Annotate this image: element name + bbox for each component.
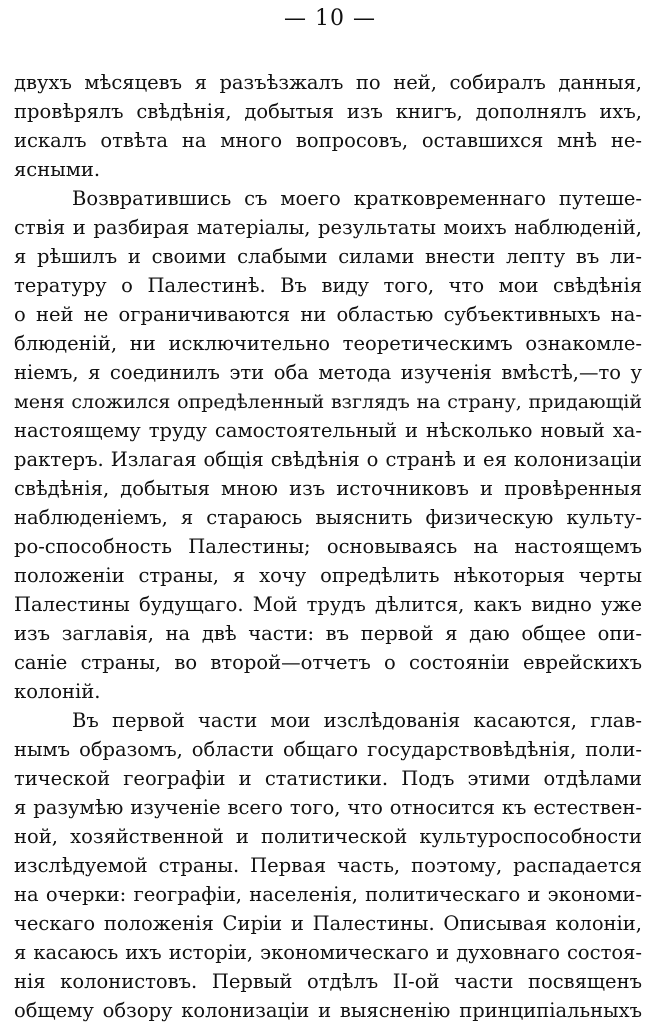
text-line: ческаго положенія Сиріи и Палестины. Описывая колоніи,	[14, 912, 642, 935]
page-number: — 10 —	[284, 6, 376, 31]
text-line: Въ первой части мои изслѣдованія касаются, глав-	[72, 709, 642, 732]
text-line: изъ заглавія, на двѣ части: въ первой я даю общее опи-	[14, 622, 642, 645]
text-line: нія колонистовъ. Первый отдѣлъ II-ой части посвященъ	[14, 970, 642, 993]
text-line: Палестины будущаго. Мой трудъ дѣлится, какъ видно уже	[14, 593, 642, 616]
text-line: меня сложился опредѣленный взглядъ на страну, придающій	[14, 391, 642, 413]
text-line: тической географіи и статистики. Подъ этими отдѣлами	[14, 767, 642, 790]
text-line: блюденій, ни исключительно теоретическимъ ознакомле-	[14, 332, 642, 355]
text-line: я касаюсь ихъ исторіи, экономическаго и духовнаго состоя-	[14, 941, 642, 964]
text-line: изслѣдуемой страны. Первая часть, поэтому, распадается	[14, 854, 642, 877]
text-line: ствія и разбирая матеріалы, результаты моихъ наблюденій,	[14, 216, 642, 239]
text-line: я разумѣю изученіе всего того, что относится къ естествен-	[14, 796, 642, 819]
text-line: ро-способность Палестины; основываясь на настоящемъ	[14, 535, 642, 558]
text-line: ясными.	[14, 158, 101, 181]
text-line: наблюденіемъ, я стараюсь выяснить физическую культу-	[14, 506, 642, 529]
text-line: нымъ образомъ, области общаго государствовѣдѣнія, поли-	[14, 738, 642, 761]
text-line: двухъ мѣсяцевъ я разъѣзжалъ по ней, собиралъ данныя,	[14, 71, 642, 94]
text-line: провѣрялъ свѣдѣнія, добытыя изъ книгъ, дополнялъ ихъ,	[14, 100, 642, 123]
text-line: Возвратившись съ моего кратковременнаго путеше-	[72, 187, 642, 210]
text-line: на очерки: географіи, населенія, политическаго и экономи-	[14, 883, 642, 906]
text-line: саніе страны, во второй—отчетъ о состояніи еврейскихъ	[14, 651, 642, 674]
text-line: колоній.	[14, 680, 101, 703]
text-line: настоящему труду самостоятельный и нѣсколько новый ха-	[14, 419, 642, 442]
text-line: о ней не ограничиваются ни областью субъективныхъ на-	[14, 303, 642, 326]
text-line: тературу о Палестинѣ. Въ виду того, что мои свѣдѣнія	[14, 274, 642, 297]
text-line: общему обзору колонизаціи и выясненію принципіальныхъ	[14, 999, 642, 1022]
text-line: ной, хозяйственной и политической культуроспособности	[14, 825, 642, 848]
text-line: ніемъ, я соединилъ эти оба метода изученія вмѣстѣ,—то у	[14, 361, 642, 384]
text-line: положеніи страны, я хочу опредѣлить нѣкоторыя черты	[14, 564, 642, 587]
text-line: рактеръ. Излагая общія свѣдѣнія о странѣ и ея колонизаціи	[14, 448, 642, 471]
text-line: искалъ отвѣта на много вопросовъ, оставшихся мнѣ не-	[14, 129, 642, 152]
text-line: я рѣшилъ и своими слабыми силами внести лепту въ ли-	[14, 245, 642, 268]
text-line: свѣдѣнія, добытыя мною изъ источниковъ и провѣренныя	[14, 477, 642, 500]
